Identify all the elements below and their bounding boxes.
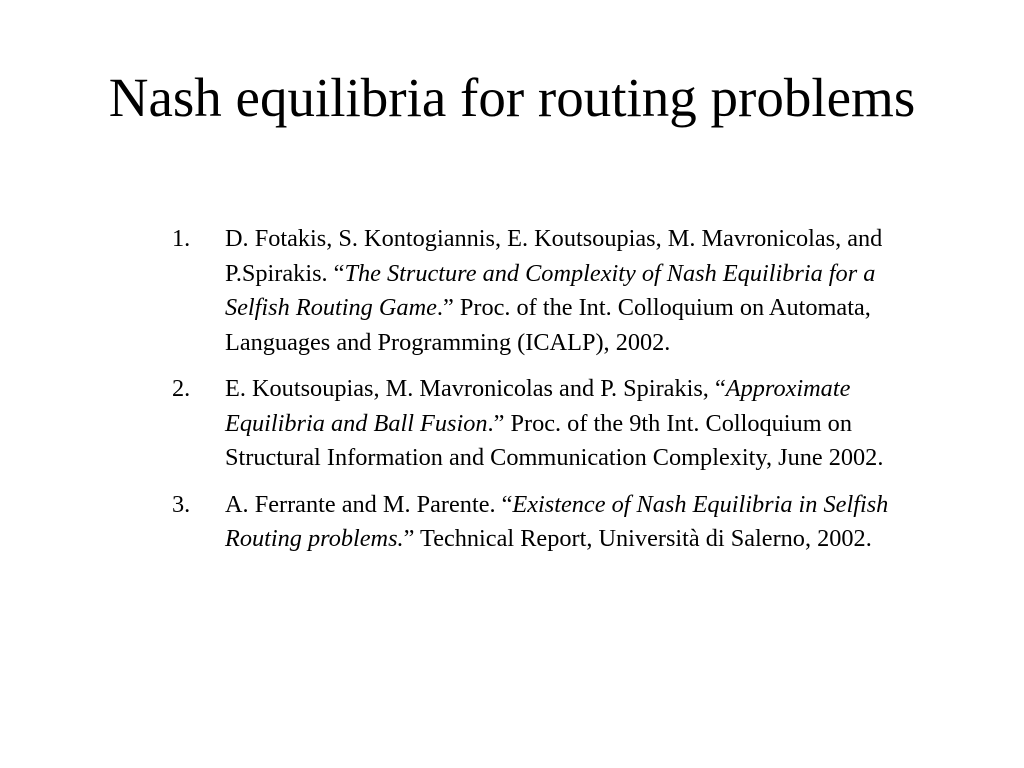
reference-title: Approximate Equilibria and Ball Fusion (225, 375, 851, 437)
reference-number: 1. (172, 225, 191, 252)
reference-item (172, 372, 932, 476)
reference-venue: .” Proc. of the 9th Int. Colloquium on Structural Information and Communication Complexity, June 2002. (225, 409, 884, 471)
reference-venue: .” Proc. of the Int. Colloquium on Automata, Languages and Programming (ICALP), 2002. (225, 294, 871, 356)
reference-text (225, 372, 932, 476)
reference-item (172, 488, 932, 557)
reference-title: Existence of Nash Equilibria in Selfish Routing problems. (225, 490, 889, 552)
reference-list (172, 222, 932, 569)
slide-title: Nash equilibria for routing problems (108, 67, 916, 128)
reference-title: The Structure and Complexity of Nash Equilibria for a Selfish Routing Game (225, 259, 876, 321)
reference-number: 2. (172, 375, 191, 402)
reference-number: 3. (172, 490, 191, 518)
reference-text (225, 488, 932, 557)
reference-text (225, 222, 932, 360)
reference-venue: ” Technical Report, Università di Salerno, 2002. (403, 525, 872, 552)
reference-authors: E. Koutsoupias, M. Mavronicolas and P. Spirakis, “ (225, 375, 726, 402)
reference-authors: D. Fotakis, S. Kontogiannis, E. Koutsoupias, M. Mavronicolas, and P.Spirakis. “ (225, 225, 883, 287)
reference-item (172, 222, 932, 360)
reference-authors: A. Ferrante and M. Parente. “ (225, 490, 513, 518)
